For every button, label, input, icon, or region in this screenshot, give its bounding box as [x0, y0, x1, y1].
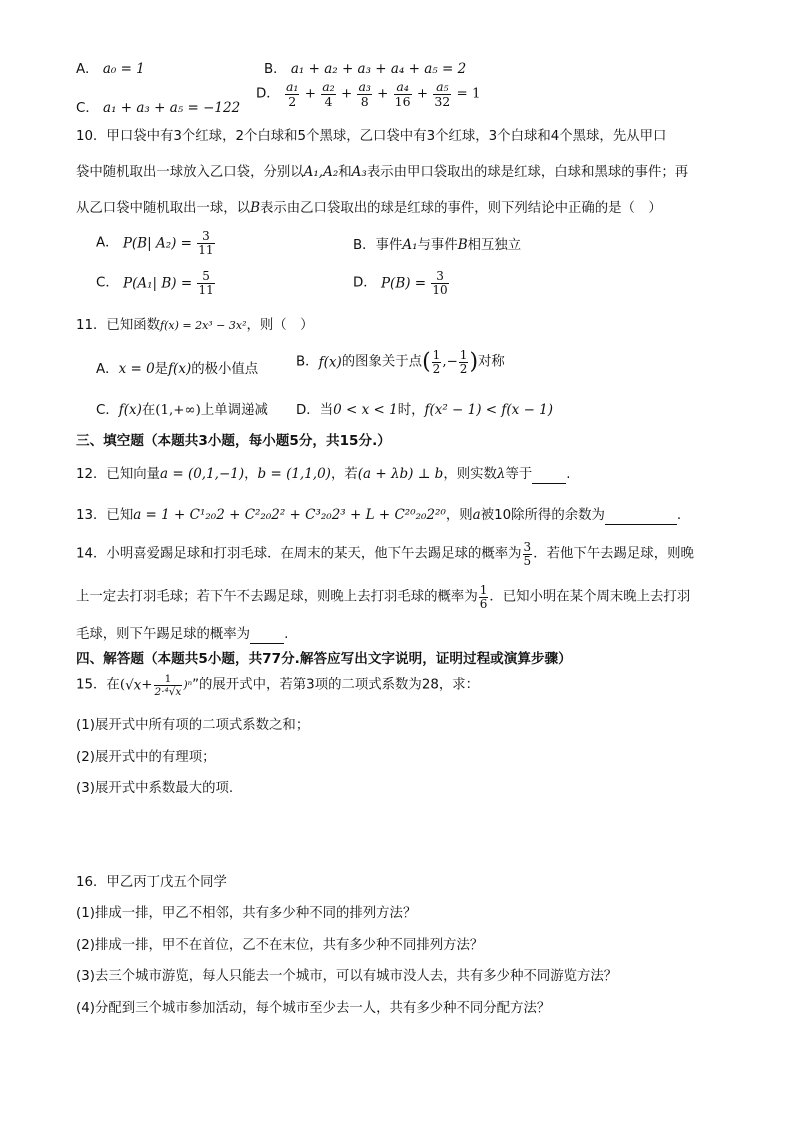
q10-option-a: A． P(B| A₂) = $\frac{3}{11}$	[96, 229, 214, 257]
q9-d-label: D．	[256, 86, 280, 102]
q9-d-term-1: $\frac{\text{a₁}}{2}$	[285, 79, 299, 109]
q11-option-d: D．当0 < x < 1时，f(x² − 1) < f(x − 1)	[296, 402, 554, 418]
q14-answer-blank[interactable]	[250, 629, 284, 644]
q11-option-a: A．x = 0是f(x)的极小值点	[96, 361, 259, 377]
q9-d-term-2: $\frac{\text{a₂}}{4}$	[322, 79, 335, 109]
q15-item-1: (1)展开式中所有项的二项式系数之和；	[76, 718, 310, 733]
q9-b-label: B．	[264, 62, 287, 77]
q12-answer-blank[interactable]	[532, 469, 566, 484]
q9-a-label: A．	[76, 62, 99, 77]
q13-answer-blank[interactable]	[605, 510, 677, 525]
q10-line1: 10．甲口袋中有3个红球，2个白球和5个黑球，乙口袋中有3个红球，3个白球和4个黑球，先从甲口	[76, 129, 667, 144]
q14-line2: 上一定去打羽毛球；若下午不去踢足球，则晚上去打羽毛球的概率为 $\frac{1}{6}$ ．已知小明在某个周末晚上去打羽	[76, 583, 691, 611]
q10-a-fraction: $\frac{3}{11}$	[198, 229, 214, 257]
q16-item-3: (3)去三个城市游览，每人只能去一个城市，可以有城市没人去，共有多少种不同游览方法？	[76, 969, 618, 984]
q16-item-2: (2)排成一排，甲不在首位，乙不在末位，共有多少种不同排列方法？	[76, 938, 484, 953]
q16-item-1: (1)排成一排，甲乙不相邻，共有多少种不同的排列方法？	[76, 906, 417, 921]
q9-b-expr: a₁ + a₂ + a₃ + a₄ + a₅ = 2	[290, 61, 467, 77]
q15-item-2: (2)展开式中的有理项；	[76, 750, 216, 765]
section-4-heading: 四、解答题（本题共5小题，共77分.解答应写出文字说明，证明过程或演算步骤）	[76, 651, 572, 667]
q10-line3: 从乙口袋中随机取出一球，以B表示由乙口袋取出的球是红球的事件，则下列结论中正确的是（ ）	[76, 200, 662, 216]
q9-d-tail: = 1	[456, 86, 481, 102]
q9-d-term-5: $\frac{\text{a₅}}{32}$	[434, 79, 451, 109]
q9-d-term-4: $\frac{\text{a₄}}{16}$	[394, 79, 411, 109]
q9-option-b	[264, 60, 466, 79]
q10-line2: 袋中随机取出一球放入乙口袋，分别以A₁,A₂和A₃表示由甲口袋取出的球是红球，白球和黑球的事件；再	[76, 164, 689, 180]
q11-option-b: B．f(x)的图象关于点( $\frac{1}{2}$ ,− $\frac{1}{2}$ )对称	[296, 348, 505, 376]
q9-d-term-3: $\frac{\text{a₃}}{8}$	[358, 79, 371, 109]
section-3-heading: 三、填空题（本题共3小题，每小题5分，共15分.）	[76, 433, 391, 449]
q16-stem: 16．甲乙丙丁戊五个同学	[76, 875, 227, 890]
q13: 13．已知a = 1 + C¹₂₀2 + C²₂₀2² + C³₂₀2³ + L + C²⁰₂₀2²⁰，则a被10除所得的余数为 .	[76, 507, 682, 523]
q10-c-fraction: $\frac{5}{11}$	[198, 269, 214, 297]
q10-d-fraction: $\frac{3}{10}$	[432, 269, 448, 297]
q14-line1: 14．小明喜爱踢足球和打羽毛球．在周末的某天，他下午去踢足球的概率为 $\frac{3}{5}$ ．若他下午去踢足球，则晚	[76, 540, 694, 568]
q9-a-expr: a₀ = 1	[102, 61, 145, 77]
q15-stem: 15．在(√x+ $\frac{1}{\text{2·⁴√x}}$ )ⁿ”的展开式中，若第3项的二项式系数为28，求：	[76, 673, 480, 698]
q9-c-label: C．	[76, 101, 99, 116]
q9-option-a	[76, 60, 145, 79]
q11-stem: 11．已知函数f(x) = 2x³ − 3x²，则（ ）	[76, 318, 314, 333]
q10-option-b: B．事件A₁与事件B相互独立	[353, 237, 522, 253]
q16-item-4: (4)分配到三个城市参加活动，每个城市至少去一人，共有多少种不同分配方法？	[76, 1001, 551, 1016]
q11-option-c: C．f(x)在(1,+∞)上单调递减	[96, 402, 268, 418]
q12: 12．已知向量a = (0,1,−1)，b = (1,1,0)，若(a + λb) ⊥ b，则实数λ等于 .	[76, 466, 571, 482]
q9-c-expr: a₁ + a₃ + a₅ = −122	[103, 100, 241, 116]
q14-line3: 毛球，则下午踢足球的概率为 .	[76, 627, 289, 642]
q9-option-d: D． $\frac{\text{a₁}}{2}$ + $\frac{\text{a₂}}{4}$ + $\frac{\text{a₃}}{8}$ + $\frac{\text{a₄}}{16}$ + $\frac{\text{a₅}}{32}$ = 1	[256, 79, 481, 109]
q15-item-3: (3)展开式中系数最大的项.	[76, 781, 234, 796]
q10-option-c: C． P(A₁| B) = $\frac{5}{11}$	[96, 269, 214, 297]
q9-option-c	[76, 99, 240, 118]
q10-option-d: D． P(B) = $\frac{3}{10}$	[353, 269, 448, 297]
